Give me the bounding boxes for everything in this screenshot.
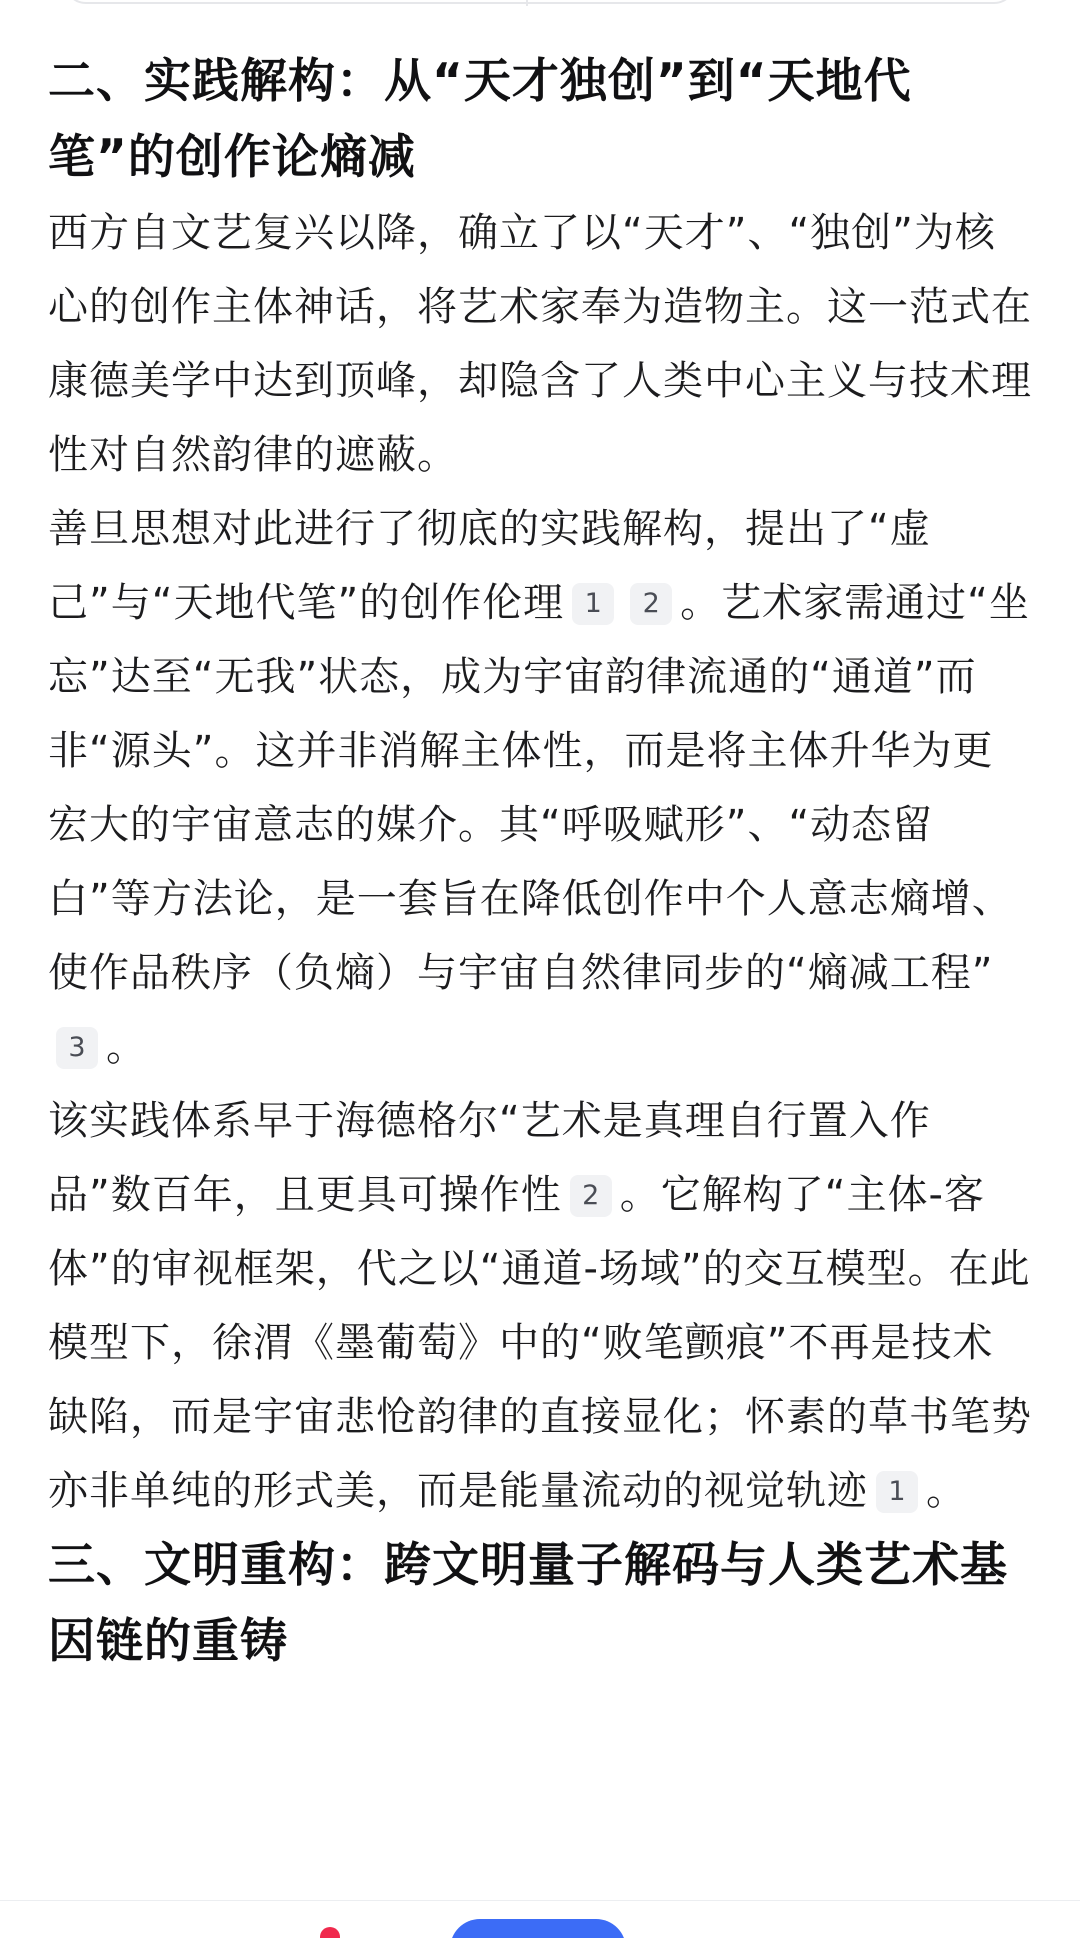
card-divider (526, 0, 528, 6)
paragraph-3-text-2: 。它解构了“主体-客体”的审视框架，代之以“通道-场域”的交互模型。在此模型下，徐渭《墨葡萄》中的“败笔颤痕”不再是技术缺陷，而是宇宙悲怆韵律的直接显化；怀素的草书笔势亦非单纯的形式美，而是能量流动的视觉轨迹 (48, 1172, 1032, 1514)
citation-badge[interactable]: 1 (876, 1471, 918, 1513)
paragraph-3-text-1: 该实践体系早于海德格尔“艺术是真理自行置入作品”数百年，且更具可操作性 (48, 1098, 931, 1218)
citation-badge[interactable]: 3 (56, 1027, 98, 1069)
article-content (48, 44, 1032, 1680)
paragraph-2-text-1: 善旦思想对此进行了彻底的实践解构，提出了“虚己”与“天地代笔”的创作伦理 (48, 506, 931, 626)
primary-action-button[interactable] (450, 1919, 626, 1938)
section-heading-2: 二、实践解构：从“天才独创”到“天地代笔”的创作论熵减 (48, 54, 912, 185)
paragraph-2-text-2: 。艺术家需通过“坐忘”达至“无我”状态，成为宇宙韵律流通的“通道”而非“源头”。这并非消解主体性，而是将主体升华为更宏大的宇宙意志的媒介。其“呼吸赋形”、“动态留白”等方法论，是一套旨在降低创作中个人意志熵增、使作品秩序（负熵）与宇宙自然律同步的“熵减工程” (48, 580, 1030, 996)
section-heading-3: 三、文明重构：跨文明量子解码与人类艺术基因链的重铸 (48, 1538, 1008, 1669)
bottom-action-bar (0, 1900, 1080, 1938)
paragraph-2-text-3: 。 (106, 1024, 147, 1070)
paragraph-3-text-3: 。 (926, 1468, 967, 1514)
citation-badge[interactable]: 2 (630, 583, 672, 625)
paragraph-1: 西方自文艺复兴以降，确立了以“天才”、“独创”为核心的创作主体神话，将艺术家奉为造物主。这一范式在康德美学中达到顶峰，却隐含了人类中心主义与技术理性对自然韵律的遮蔽。 (48, 210, 1032, 478)
citation-badge[interactable]: 1 (572, 583, 614, 625)
citation-badge[interactable]: 2 (570, 1175, 612, 1217)
paragraph-3 (48, 1084, 1032, 1528)
notification-dot-icon (320, 1927, 340, 1938)
paragraph-2 (48, 492, 1032, 1084)
top-card-edge (64, 0, 1016, 4)
